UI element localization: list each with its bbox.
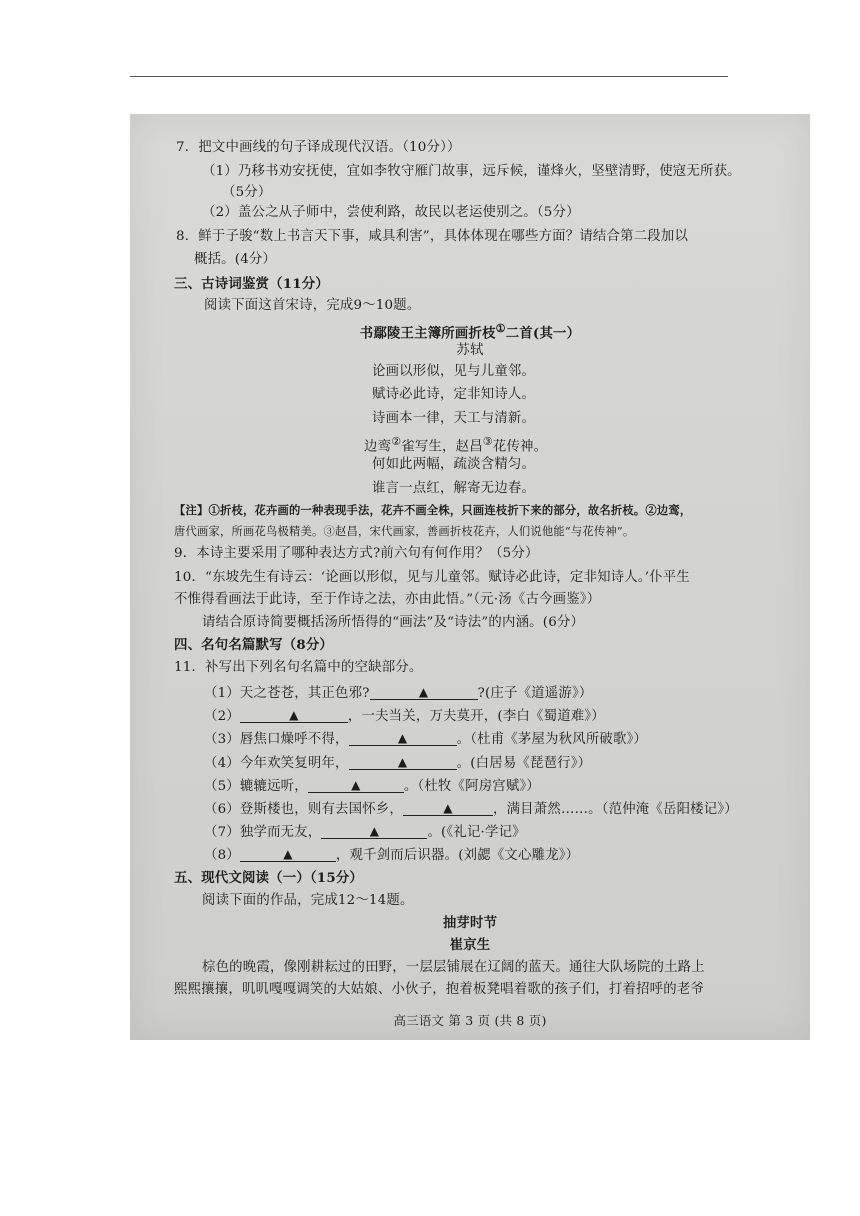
q7-sub2: （2）盖公之从子师中，尝使利路，故民以老运使别之。（5分） [202, 205, 580, 220]
answer-blank[interactable] [403, 800, 493, 816]
triangle-icon: ▲ [443, 801, 453, 815]
fill-item: （4）今年欢笑复明年， ▲ 。(白居易《琵琶行》） [204, 755, 592, 771]
triangle-icon: ▲ [289, 708, 299, 722]
answer-blank[interactable] [308, 777, 404, 793]
poem-line: 边鸾②雀写生，赵昌③花传神。 [364, 435, 548, 455]
q7-sub1: （1）乃移书劝安抚使，宜如李牧守雁门故事，远斥候，谨烽火，坚壁清野，使寇无所获。 [202, 164, 741, 179]
triangle-icon: ▲ [369, 824, 380, 838]
fill-item: （2） ▲ ，一夫当关，万夫莫开，(李白《蜀道难》） [204, 708, 605, 724]
triangle-icon: ▲ [283, 847, 293, 861]
page-footer: 高三语文 第 3 页 (共 8 页) [393, 1013, 547, 1028]
fill-item: （7）独学而无友， ▲ 。(《礼记·学记》 [204, 824, 526, 840]
q8-line1: 8．鲜于子骏“数上书言天下事，咸具利害”，具体体现在哪些方面？请结合第二段加以 [176, 229, 689, 244]
q8-line2: 概括。(4分） [194, 252, 277, 267]
q10-line3: 请结合原诗简要概括汤所悟得的“画法”及“诗法”的内涵。(6分） [202, 615, 585, 630]
q7-title: 7．把文中画线的句子译成现代汉语。（10分）） [176, 140, 461, 155]
header-rule [130, 76, 728, 77]
poem-line: 谁言一点红，解寄无边春。 [372, 481, 536, 496]
triangle-icon: ▲ [418, 685, 429, 699]
section4-heading: 四、名句名篇默写（8分） [174, 637, 334, 653]
section5-heading: 五、现代文阅读（一）（15分） [174, 870, 364, 886]
poem-line: 赋诗必此诗，定非知诗人。 [372, 387, 536, 402]
poem-line: 诗画本一律，天工与清新。 [372, 411, 536, 426]
story-paragraph: 熙熙攘攘，叽叽嘎嘎调笑的大姑娘、小伙子，抱着板凳唱着歌的孩子们，打着招呼的老爷 [174, 982, 705, 997]
triangle-icon: ▲ [397, 755, 408, 769]
answer-blank[interactable] [321, 823, 427, 839]
exam-page-photo [130, 114, 810, 1040]
poem-title: 书鄢陵王主簿所画折枝①二首(其一） [359, 322, 581, 342]
q10-line1: 10．“东坡先生有诗云：‘论画以形似，见与儿童邻。赋诗必此诗，定非知诗人。’仆平生 [174, 570, 690, 585]
section5-instruction: 阅读下面的作品，完成12～14题。 [202, 893, 414, 908]
section3-instruction: 阅读下面这首宋诗，完成9～10题。 [204, 298, 421, 313]
triangle-icon: ▲ [351, 778, 361, 792]
poem-line: 论画以形似，见与儿童邻。 [372, 364, 536, 379]
poem-note-2: 唐代画家，所画花鸟极精美。③赵昌，宋代画家，善画折枝花卉，人们说他能“与花传神”。 [174, 525, 635, 538]
poem-line: 何如此两幅，疏淡含精匀。 [372, 457, 536, 472]
fill-item: （3）唇焦口燥呼不得， ▲ 。（杜甫《茅屋为秋风所破歌》） [204, 731, 648, 747]
story-paragraph: 棕色的晚霞，像刚耕耘过的田野，一层层铺展在辽阔的蓝天。通往大队场院的土路上 [202, 960, 705, 975]
triangle-icon: ▲ [397, 731, 408, 745]
q7-sub1-score: （5分） [222, 185, 272, 200]
fill-item: （8） ▲ ，观千剑而后识器。(刘勰《文心雕龙》） [204, 847, 580, 863]
poem-author: 苏轼 [456, 343, 484, 358]
answer-blank[interactable] [349, 754, 457, 770]
answer-blank[interactable] [349, 730, 457, 746]
fill-item: （6）登斯楼也，则有去国怀乡， ▲ ，满目萧然……。（范仲淹《岳阳楼记》） [204, 801, 738, 817]
q9: 9．本诗主要采用了哪种表达方式?前六句有何作用？（5分） [174, 546, 539, 561]
fill-item: （1）天之苍苍，其正色邪? ▲ ?(庄子《道遥游》） [204, 685, 593, 701]
answer-blank[interactable] [370, 684, 478, 700]
answer-blank[interactable] [240, 707, 348, 723]
fill-item: （5）辘辘远听， ▲ 。（杜牧《阿房宫赋》） [204, 778, 540, 794]
answer-blank[interactable] [240, 846, 336, 862]
q11: 11．补写出下列名句名篇中的空缺部分。 [174, 660, 423, 675]
section3-heading: 三、古诗词鉴赏（11分） [174, 276, 329, 292]
story-title: 抽芽时节 [442, 915, 498, 931]
poem-note-1: 【注】①折枝，花卉画的一种表现手法，花卉不画全株，只画连枝折下来的部分，故名折枝。②边鸾， [174, 503, 692, 517]
story-author: 崔京生 [449, 937, 491, 953]
q10-line2: 不惟得看画法于此诗，至于作诗之法，亦由此悟。”（元·汤《古今画鉴》） [174, 592, 601, 607]
